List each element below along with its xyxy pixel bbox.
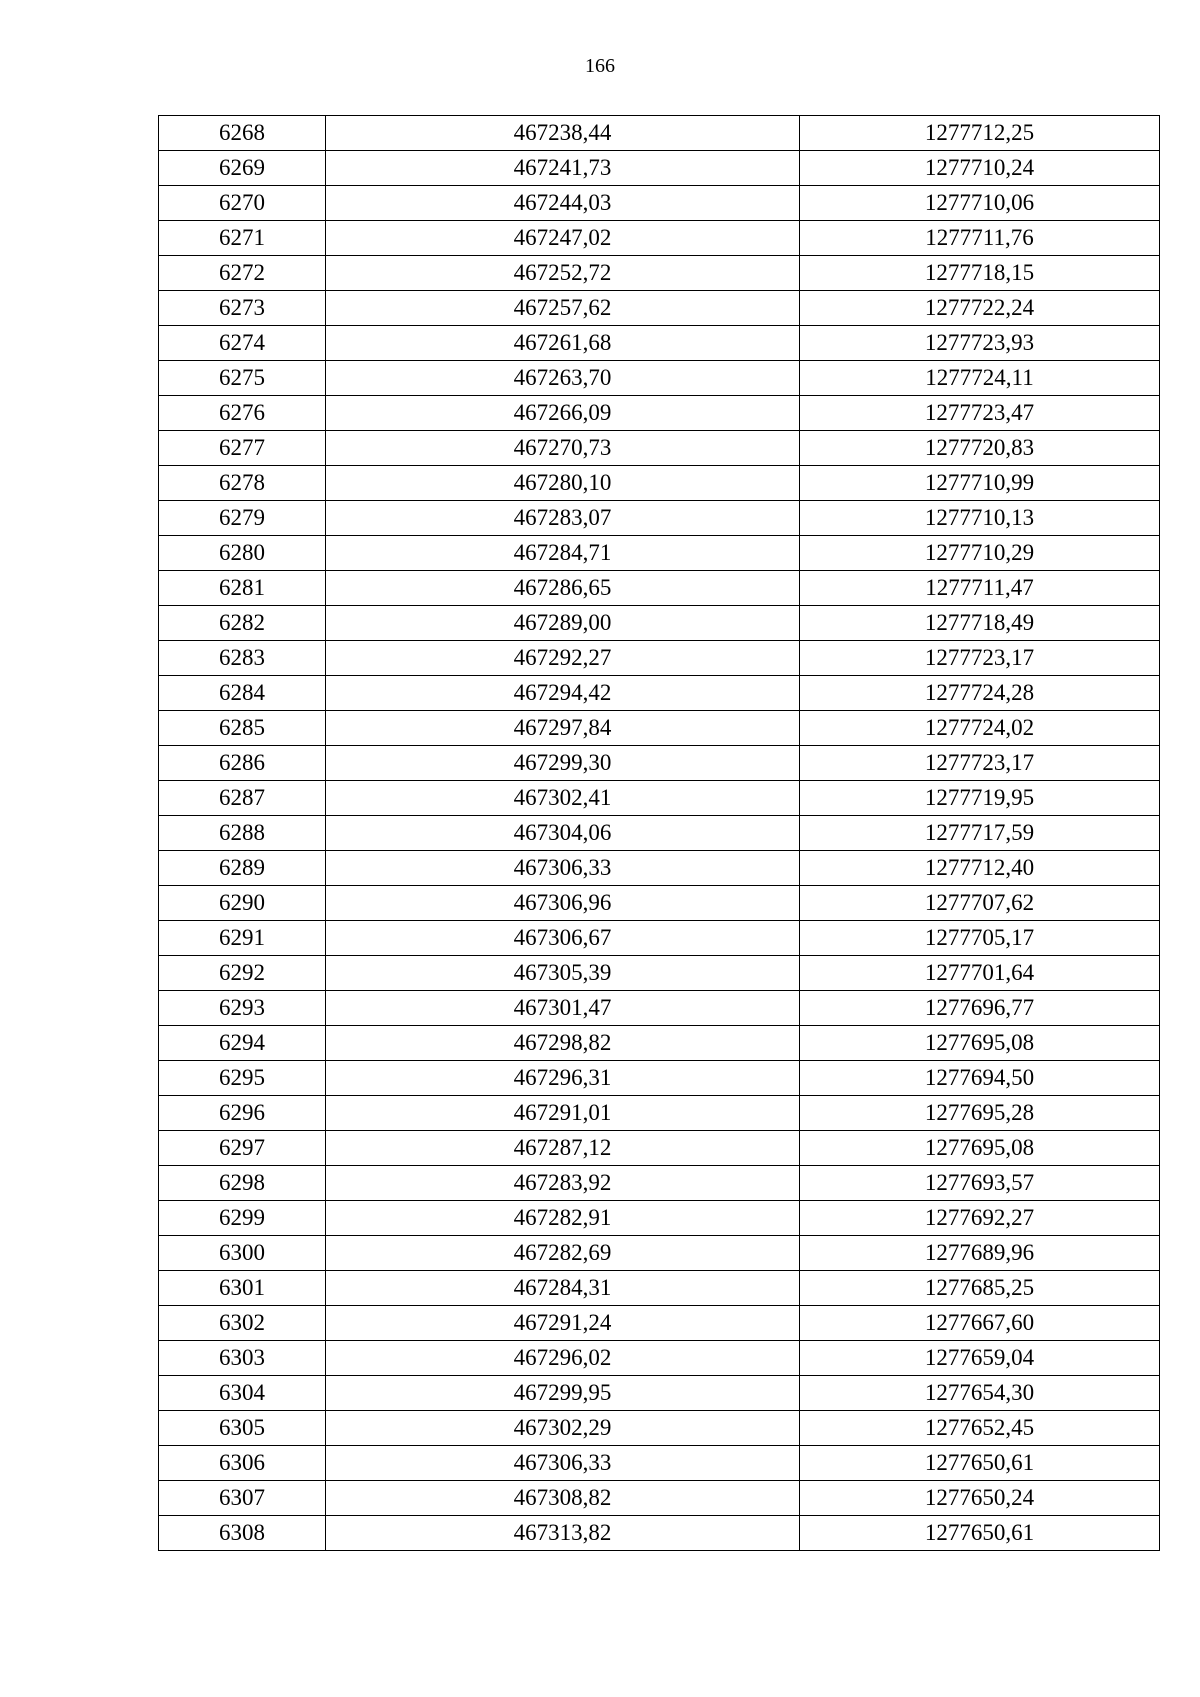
x-coordinate-cell: 467291,24 (326, 1306, 800, 1341)
y-coordinate-cell: 1277694,50 (800, 1061, 1160, 1096)
point-number-cell: 6285 (159, 711, 326, 746)
table-row (159, 1131, 1160, 1166)
y-coordinate-cell: 1277650,24 (800, 1481, 1160, 1516)
y-coordinate-cell: 1277718,49 (800, 606, 1160, 641)
y-coordinate-cell: 1277723,93 (800, 326, 1160, 361)
y-coordinate-cell: 1277710,13 (800, 501, 1160, 536)
x-coordinate-cell: 467238,44 (326, 116, 800, 151)
table-row (159, 746, 1160, 781)
y-coordinate-cell: 1277650,61 (800, 1516, 1160, 1551)
page-number: 166 (585, 55, 615, 77)
point-number-cell: 6273 (159, 291, 326, 326)
point-number-cell: 6293 (159, 991, 326, 1026)
table-row (159, 326, 1160, 361)
x-coordinate-cell: 467270,73 (326, 431, 800, 466)
x-coordinate-cell: 467297,84 (326, 711, 800, 746)
x-coordinate-cell: 467263,70 (326, 361, 800, 396)
table-row (159, 816, 1160, 851)
point-number-cell: 6284 (159, 676, 326, 711)
y-coordinate-cell: 1277717,59 (800, 816, 1160, 851)
table-row (159, 1061, 1160, 1096)
table-row (159, 256, 1160, 291)
table-row (159, 1201, 1160, 1236)
point-number-cell: 6299 (159, 1201, 326, 1236)
x-coordinate-cell: 467286,65 (326, 571, 800, 606)
table-row (159, 116, 1160, 151)
point-number-cell: 6307 (159, 1481, 326, 1516)
table-row (159, 1306, 1160, 1341)
table-row (159, 606, 1160, 641)
y-coordinate-cell: 1277712,40 (800, 851, 1160, 886)
x-coordinate-cell: 467284,71 (326, 536, 800, 571)
point-number-cell: 6278 (159, 466, 326, 501)
point-number-cell: 6283 (159, 641, 326, 676)
point-number-cell: 6289 (159, 851, 326, 886)
table-row (159, 536, 1160, 571)
x-coordinate-cell: 467296,02 (326, 1341, 800, 1376)
x-coordinate-cell: 467305,39 (326, 956, 800, 991)
point-number-cell: 6269 (159, 151, 326, 186)
y-coordinate-cell: 1277724,02 (800, 711, 1160, 746)
y-coordinate-cell: 1277701,64 (800, 956, 1160, 991)
point-number-cell: 6296 (159, 1096, 326, 1131)
point-number-cell: 6282 (159, 606, 326, 641)
point-number-cell: 6270 (159, 186, 326, 221)
y-coordinate-cell: 1277711,76 (800, 221, 1160, 256)
point-number-cell: 6292 (159, 956, 326, 991)
y-coordinate-cell: 1277722,24 (800, 291, 1160, 326)
point-number-cell: 6302 (159, 1306, 326, 1341)
table-row (159, 291, 1160, 326)
point-number-cell: 6274 (159, 326, 326, 361)
coordinates-table-body (159, 116, 1160, 1551)
y-coordinate-cell: 1277719,95 (800, 781, 1160, 816)
table-row (159, 1376, 1160, 1411)
y-coordinate-cell: 1277723,47 (800, 396, 1160, 431)
table-row (159, 1341, 1160, 1376)
table-row (159, 151, 1160, 186)
y-coordinate-cell: 1277650,61 (800, 1446, 1160, 1481)
point-number-cell: 6297 (159, 1131, 326, 1166)
x-coordinate-cell: 467306,33 (326, 851, 800, 886)
x-coordinate-cell: 467306,67 (326, 921, 800, 956)
point-number-cell: 6295 (159, 1061, 326, 1096)
table-row (159, 886, 1160, 921)
x-coordinate-cell: 467306,96 (326, 886, 800, 921)
x-coordinate-cell: 467266,09 (326, 396, 800, 431)
y-coordinate-cell: 1277659,04 (800, 1341, 1160, 1376)
point-number-cell: 6308 (159, 1516, 326, 1551)
point-number-cell: 6301 (159, 1271, 326, 1306)
x-coordinate-cell: 467298,82 (326, 1026, 800, 1061)
table-row (159, 466, 1160, 501)
x-coordinate-cell: 467304,06 (326, 816, 800, 851)
point-number-cell: 6291 (159, 921, 326, 956)
point-number-cell: 6281 (159, 571, 326, 606)
table-row (159, 711, 1160, 746)
x-coordinate-cell: 467299,95 (326, 1376, 800, 1411)
table-row (159, 781, 1160, 816)
y-coordinate-cell: 1277695,08 (800, 1026, 1160, 1061)
y-coordinate-cell: 1277692,27 (800, 1201, 1160, 1236)
table-row (159, 1236, 1160, 1271)
point-number-cell: 6306 (159, 1446, 326, 1481)
x-coordinate-cell: 467291,01 (326, 1096, 800, 1131)
y-coordinate-cell: 1277707,62 (800, 886, 1160, 921)
table-row (159, 396, 1160, 431)
y-coordinate-cell: 1277724,28 (800, 676, 1160, 711)
point-number-cell: 6272 (159, 256, 326, 291)
x-coordinate-cell: 467306,33 (326, 1446, 800, 1481)
x-coordinate-cell: 467280,10 (326, 466, 800, 501)
point-number-cell: 6275 (159, 361, 326, 396)
y-coordinate-cell: 1277654,30 (800, 1376, 1160, 1411)
point-number-cell: 6300 (159, 1236, 326, 1271)
point-number-cell: 6290 (159, 886, 326, 921)
x-coordinate-cell: 467283,92 (326, 1166, 800, 1201)
y-coordinate-cell: 1277710,06 (800, 186, 1160, 221)
y-coordinate-cell: 1277695,08 (800, 1131, 1160, 1166)
y-coordinate-cell: 1277712,25 (800, 116, 1160, 151)
y-coordinate-cell: 1277710,29 (800, 536, 1160, 571)
y-coordinate-cell: 1277723,17 (800, 641, 1160, 676)
table-row (159, 921, 1160, 956)
y-coordinate-cell: 1277723,17 (800, 746, 1160, 781)
table-row (159, 186, 1160, 221)
point-number-cell: 6277 (159, 431, 326, 466)
x-coordinate-cell: 467292,27 (326, 641, 800, 676)
table-row (159, 676, 1160, 711)
x-coordinate-cell: 467283,07 (326, 501, 800, 536)
y-coordinate-cell: 1277710,99 (800, 466, 1160, 501)
table-row (159, 1446, 1160, 1481)
point-number-cell: 6280 (159, 536, 326, 571)
x-coordinate-cell: 467302,41 (326, 781, 800, 816)
x-coordinate-cell: 467247,02 (326, 221, 800, 256)
table-row (159, 1516, 1160, 1551)
x-coordinate-cell: 467296,31 (326, 1061, 800, 1096)
point-number-cell: 6294 (159, 1026, 326, 1061)
x-coordinate-cell: 467299,30 (326, 746, 800, 781)
point-number-cell: 6279 (159, 501, 326, 536)
table-row (159, 991, 1160, 1026)
x-coordinate-cell: 467301,47 (326, 991, 800, 1026)
x-coordinate-cell: 467244,03 (326, 186, 800, 221)
y-coordinate-cell: 1277693,57 (800, 1166, 1160, 1201)
point-number-cell: 6268 (159, 116, 326, 151)
table-row (159, 1271, 1160, 1306)
table-row (159, 221, 1160, 256)
y-coordinate-cell: 1277710,24 (800, 151, 1160, 186)
x-coordinate-cell: 467282,69 (326, 1236, 800, 1271)
table-row (159, 501, 1160, 536)
y-coordinate-cell: 1277685,25 (800, 1271, 1160, 1306)
table-row (159, 1166, 1160, 1201)
y-coordinate-cell: 1277724,11 (800, 361, 1160, 396)
x-coordinate-cell: 467313,82 (326, 1516, 800, 1551)
table-row (159, 1096, 1160, 1131)
table-row (159, 361, 1160, 396)
point-number-cell: 6271 (159, 221, 326, 256)
y-coordinate-cell: 1277652,45 (800, 1411, 1160, 1446)
x-coordinate-cell: 467282,91 (326, 1201, 800, 1236)
table-row (159, 956, 1160, 991)
point-number-cell: 6288 (159, 816, 326, 851)
x-coordinate-cell: 467252,72 (326, 256, 800, 291)
x-coordinate-cell: 467241,73 (326, 151, 800, 186)
y-coordinate-cell: 1277718,15 (800, 256, 1160, 291)
point-number-cell: 6298 (159, 1166, 326, 1201)
point-number-cell: 6286 (159, 746, 326, 781)
x-coordinate-cell: 467289,00 (326, 606, 800, 641)
point-number-cell: 6303 (159, 1341, 326, 1376)
x-coordinate-cell: 467261,68 (326, 326, 800, 361)
coordinates-table (158, 115, 1160, 1551)
x-coordinate-cell: 467308,82 (326, 1481, 800, 1516)
x-coordinate-cell: 467302,29 (326, 1411, 800, 1446)
table-row (159, 431, 1160, 466)
point-number-cell: 6305 (159, 1411, 326, 1446)
x-coordinate-cell: 467257,62 (326, 291, 800, 326)
y-coordinate-cell: 1277705,17 (800, 921, 1160, 956)
y-coordinate-cell: 1277695,28 (800, 1096, 1160, 1131)
point-number-cell: 6287 (159, 781, 326, 816)
table-row (159, 851, 1160, 886)
point-number-cell: 6276 (159, 396, 326, 431)
table-row (159, 1481, 1160, 1516)
y-coordinate-cell: 1277696,77 (800, 991, 1160, 1026)
y-coordinate-cell: 1277667,60 (800, 1306, 1160, 1341)
x-coordinate-cell: 467294,42 (326, 676, 800, 711)
y-coordinate-cell: 1277711,47 (800, 571, 1160, 606)
table-row (159, 1026, 1160, 1061)
point-number-cell: 6304 (159, 1376, 326, 1411)
y-coordinate-cell: 1277689,96 (800, 1236, 1160, 1271)
table-row (159, 641, 1160, 676)
x-coordinate-cell: 467287,12 (326, 1131, 800, 1166)
x-coordinate-cell: 467284,31 (326, 1271, 800, 1306)
table-row (159, 1411, 1160, 1446)
y-coordinate-cell: 1277720,83 (800, 431, 1160, 466)
table-row (159, 571, 1160, 606)
